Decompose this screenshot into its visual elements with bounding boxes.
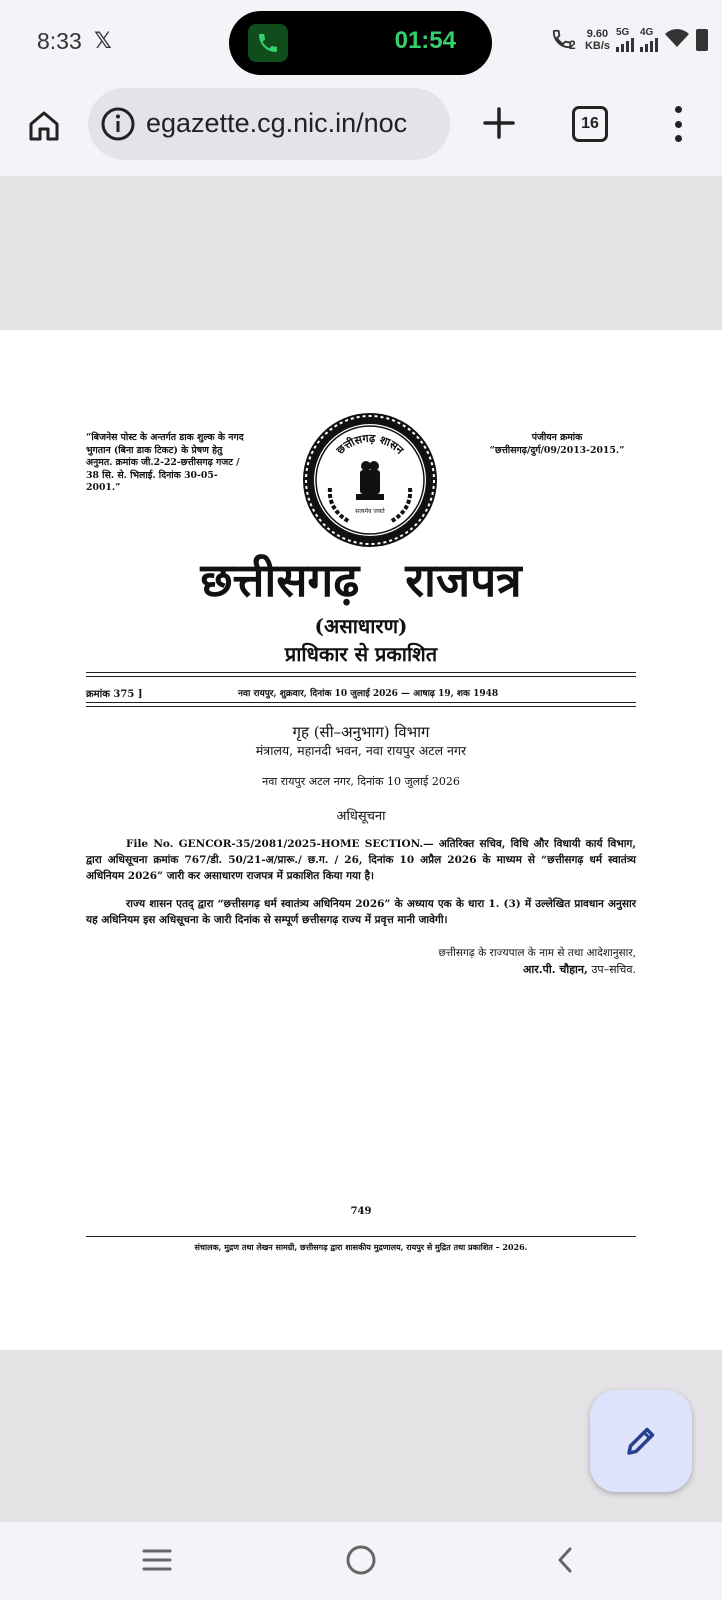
call-sim-label: 2 (568, 38, 576, 52)
divider (86, 702, 636, 703)
page-number: 749 (350, 1206, 372, 1217)
registration-number: “छत्तीसगढ़/दुर्ग/09/2013-2015.” (489, 444, 625, 456)
gazette-title: छत्तीसगढ़ राजपत्र (200, 553, 522, 607)
circle-icon (344, 1543, 378, 1577)
edit-fab-button[interactable] (590, 1390, 692, 1492)
network-speed-value: 9.60 (586, 28, 609, 40)
back-button[interactable] (544, 1540, 588, 1580)
footer-divider (86, 1236, 636, 1237)
address-bar[interactable] (88, 88, 450, 160)
status-time: 8:33 (37, 28, 82, 54)
department-address: मंत्रालय, महानदी भवन, नवा रायपुर अटल नगर (255, 743, 467, 758)
gazette-page (0, 330, 722, 1350)
gazette-authority: प्राधिकार से प्रकाशित (284, 642, 438, 666)
signature-block (86, 962, 636, 977)
phone-icon (248, 24, 288, 62)
notification-paragraph-1: File No. GENCOR-35/2081/2025-HOME SECTION.— अतिरिक्त सचिव, विधि और विधायी कार्य विभाग, द्वारा अधिसूचना क्रमांक 767/डी. 50/21-अ/प्रारू./ छ.ग. / 26, दिनांक 10 अप्रैल 2026 के माध्यम से “छत्तीसगढ़ धर्म स्वातंत्र्य अधिनियम 2026” जारी कर असाधारण राजपत्र में प्रकाशित किया गया है। (86, 838, 636, 882)
signal-bars-icon (640, 38, 658, 52)
gazette-extraordinary: (असाधारण) (314, 614, 408, 638)
signal-bars-icon (616, 38, 634, 52)
recents-button[interactable] (135, 1540, 179, 1580)
battery-icon (696, 29, 708, 51)
signal-4g (640, 28, 658, 52)
home-button[interactable] (22, 104, 66, 148)
department-name: गृह (सी–अनुभाग) विभाग (292, 723, 430, 741)
tab-switcher-button[interactable]: 16 (572, 106, 608, 142)
signatory-designation: उप–सचिव. (591, 963, 636, 976)
divider (86, 672, 636, 673)
home-icon (26, 108, 62, 144)
new-tab-button[interactable] (477, 101, 521, 145)
signature-order-line: छत्तीसगढ़ के राज्यपाल के नाम से तथा आदेशानुसार, (438, 947, 636, 959)
network-speed (585, 28, 610, 52)
registration-title: पंजीयन क्रमांक (531, 432, 583, 443)
menu-lines-icon (141, 1546, 173, 1574)
more-options-button[interactable] (668, 106, 688, 142)
ongoing-call-pill[interactable] (229, 11, 492, 75)
network-5g-label: 5G (616, 27, 630, 38)
postal-permission-note: “बिजनेस पोस्ट के अन्तर्गत डाक शुल्क के नगद भुगतान (बिना डाक टिकट) के प्रेषण हेतु अनुमत. क्रमांक जी.2-22-छत्तीसगढ़ गजट / 38 सि. से. भिलाई. दिनांक 30-05-2001.” (86, 432, 244, 493)
notification-place-date: नवा रायपुर अटल नगर, दिनांक 10 जुलाई 2026 (262, 775, 460, 788)
status-icons (551, 26, 708, 54)
issue-number: क्रमांक 375 ] (86, 689, 143, 700)
home-nav-button[interactable] (339, 1540, 383, 1580)
info-icon[interactable] (100, 106, 136, 142)
svg-text:सत्यमेव जयते: सत्यमेव जयते (355, 508, 385, 515)
dot-icon (675, 121, 682, 128)
network-speed-unit: KB/s (584, 40, 610, 52)
divider (86, 706, 636, 707)
network-4g-label: 4G (640, 27, 654, 38)
pencil-icon (621, 1421, 661, 1461)
browser-toolbar (0, 84, 722, 176)
notification-paragraph-2: राज्य शासन एतद् द्वारा “छत्तीसगढ़ धर्म स्वातंत्र्य अधिनियम 2026” के अध्याय एक के धारा 1. (3) में उल्लेखित प्रावधान अनुसार यह अधिनियम इस अधिसूचना के जारी दिनांक से सम्पूर्ण छत्तीसगढ़ राज्य में प्रवृत्त मानी जावेगी। (86, 898, 636, 926)
call-timer: 01:54 (394, 27, 456, 54)
status-bar (0, 0, 722, 84)
issue-date: नवा रायपुर, शुक्रवार, दिनांक 10 जुलाई 2026 — आषाढ़ 19, शक 1948 (238, 689, 499, 699)
divider (86, 676, 636, 677)
signal-5g (616, 28, 634, 52)
notification-heading: अधिसूचना (336, 809, 386, 824)
system-nav-bar (0, 1522, 722, 1600)
dot-icon (675, 106, 682, 113)
url-text[interactable]: egazette.cg.nic.in/noc (146, 108, 408, 138)
registration-note (472, 432, 642, 457)
chevron-left-icon (551, 1545, 581, 1575)
signatory-name: आर.पी. चौहान, (523, 963, 588, 976)
printer-footer: संचालक, मुद्रण तथा लेखन सामग्री, छत्तीसगढ़ द्वारा शासकीय मुद्रणालय, रायपुर से मुद्रित तथा प्रकाशित – 2026. (194, 1242, 528, 1252)
plus-icon (477, 101, 521, 145)
svg-text:छत्तीसगढ़ शासन: छत्तीसगढ़ शासन (333, 431, 407, 457)
state-emblem-icon (300, 410, 440, 550)
dot-icon (675, 135, 682, 142)
wifi-calling-icon (551, 26, 579, 54)
wifi-icon (664, 27, 690, 53)
x-app-icon: 𝕏 (94, 29, 112, 54)
